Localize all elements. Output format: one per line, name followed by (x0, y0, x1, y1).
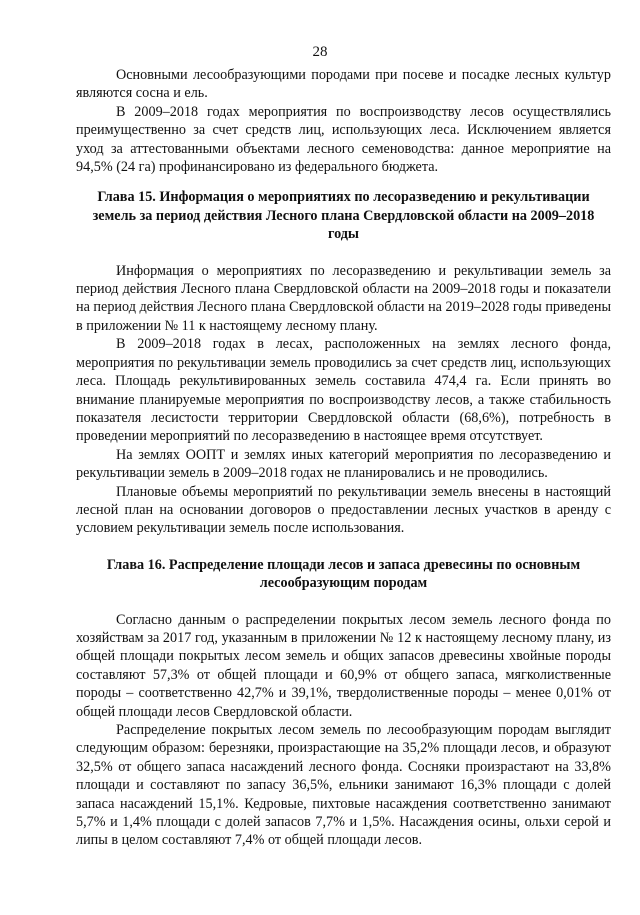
page-number: 28 (312, 44, 328, 60)
chapter-16-heading: Глава 16. Распределение площади лесов и запаса древесины по основным лесообразующим породам (106, 556, 581, 592)
paragraph: Согласно данным о распределении покрытых лесом земель лесного фонда по хозяйствам за 2017 год, указанным в приложении № 12 к настоящему лесному плану, из общей площади покрытых лесом земель и общих запасов древесины хвойные породы составляют 57,3% от общей площади и 60,9% от общего запаса, мягколиственные породы – соответственно 42,7% и 39,1%, твердолиственные породы – менее 0,01% от общей площади лесов Свердловской области. (76, 611, 611, 720)
paragraph: На землях ООПТ и землях иных категорий мероприятия по лесоразведению и рекультивации земель в 2009–2018 годах не планировались и не проводились. (76, 446, 611, 482)
paragraph: Плановые объемы мероприятий по рекультивации земель внесены в настоящий лесной план на основании договоров о предоставлении лесных участков в аренду с условием рекультивации земель после использования. (76, 483, 611, 537)
chapter-15-heading: Глава 15. Информация о мероприятиях по лесоразведению и рекультивации земель за период действия Лесного плана Свердловской области на 2009–2018 годы (92, 189, 595, 243)
page-content (76, 66, 611, 850)
paragraph: В 2009–2018 годах в лесах, расположенных на землях лесного фонда, мероприятия по рекультивации земель проводились за счет средств лиц, использующих леса. Площадь рекультивированных земель составила 474,4 га. Если принять во внимание планируемые мероприятия по воспроизводству лесов, а также стабильность показателя лесистости территории Свердловской области (68,6%), потребность в проведении мероприятий по лесоразведению в настоящее время отсутствует. (76, 336, 611, 445)
paragraph: Информация о мероприятиях по лесоразведению и рекультивации земель за период действия Лесного плана Свердловской области на 2009–2018 годы и показатели на период действия Лесного плана Свердловской области на 2019–2028 годы приведены в приложении № 11 к настоящему лесному плану. (76, 262, 611, 334)
paragraph: Распределение покрытых лесом земель по лесообразующим породам выглядит следующим образом: березняки, произрастающие на 35,2% площади лесов, и образуют 32,5% от общего запаса насаждений лесного фонда. Сосняки произрастают на 33,8% площади и составляют по запасу 36,5%, ельники занимают 16,3% площади с долей запаса насаждений 15,1%. Кедровые, пихтовые насаждения соответственно занимают 5,7% и 1,4% площади с долей запасов 7,7% и 1,5%. Насаждения осины, ольхи серой и липы в целом составляют 7,4% от общей площади лесов. (76, 722, 611, 849)
paragraph: Основными лесообразующими породами при посеве и посадке лесных культур являются сосна и ель. (76, 67, 611, 102)
paragraph: В 2009–2018 годах мероприятия по воспроизводству лесов осуществлялись преимущественно за счет средств лиц, использующих леса. Исключением является уход за аттестованными объектами лесного семеноводства: данное мероприятие на 94,5% (24 га) профинансировано из федерального бюджета. (76, 103, 611, 176)
